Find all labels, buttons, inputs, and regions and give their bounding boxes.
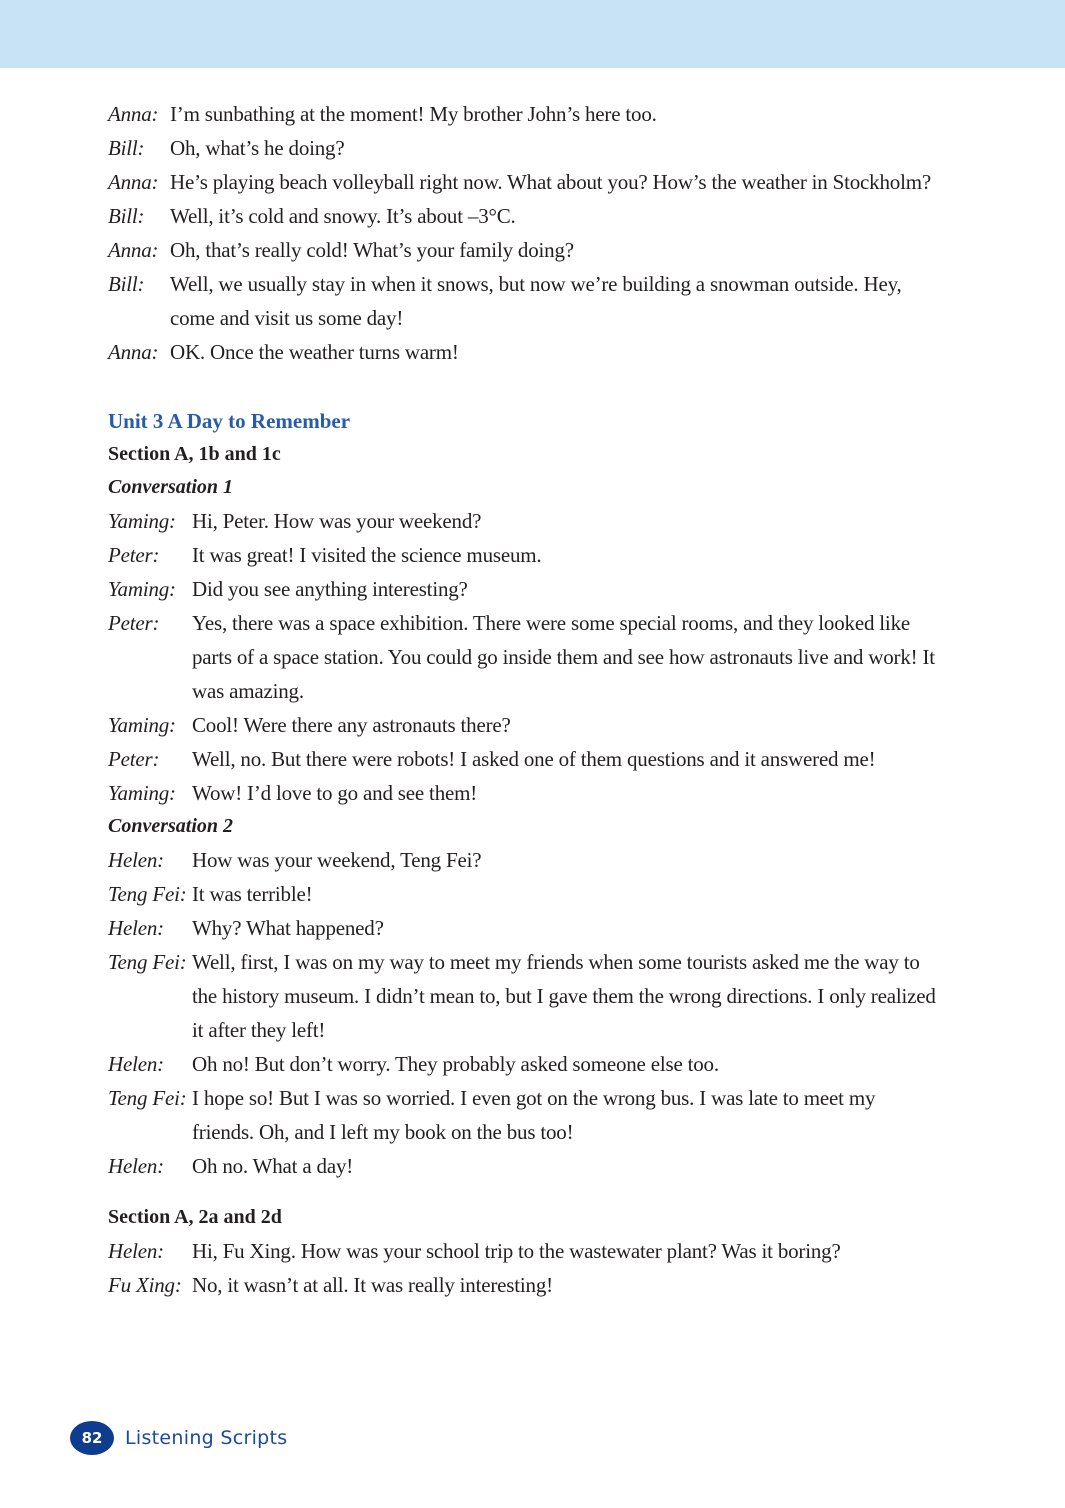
dialogue-text: No, it wasn’t at all. It was really interesting!: [192, 1273, 553, 1297]
dialogue-text: Well, it’s cold and snowy. It’s about –3°C.: [170, 204, 516, 228]
dialogue-line: [108, 165, 938, 199]
speaker-name: Helen:: [108, 1239, 164, 1263]
dialogue-text: It was great! I visited the science museum.: [192, 543, 542, 567]
dialogue-line: [108, 1081, 938, 1149]
dialogue-line: [108, 97, 938, 131]
dialogue-line: [108, 877, 938, 911]
dialogue-text: Well, no. But there were robots! I asked one of them questions and it answered me!: [192, 747, 876, 771]
dialogue-line: [108, 742, 938, 776]
dialogue-line: [108, 776, 938, 810]
dialogue-line: [108, 606, 938, 708]
speaker-name: Bill:: [108, 204, 145, 228]
dialogue-text: Oh, that’s really cold! What’s your family doing?: [170, 238, 574, 262]
dialogue-text: Why? What happened?: [192, 916, 384, 940]
speaker-name: Yaming:: [108, 781, 176, 805]
speaker-name: Helen:: [108, 1154, 164, 1178]
dialogue-line: [108, 911, 938, 945]
section-title: Section A, 1b and 1c: [108, 443, 281, 465]
dialogue-line: [108, 1234, 938, 1268]
dialogue-text: How was your weekend, Teng Fei?: [192, 848, 482, 872]
speaker-name: Helen:: [108, 1052, 164, 1076]
speaker-name: Yaming:: [108, 509, 176, 533]
dialogue-line: [108, 504, 938, 538]
dialogue-text: I hope so! But I was so worried. I even got on the wrong bus. I was late to meet my friends. Oh, and I left my book on the bus too!: [192, 1086, 876, 1144]
dialogue-line: [108, 1268, 938, 1302]
dialogue-line: [108, 708, 938, 742]
dialogue-text: Cool! Were there any astronauts there?: [192, 713, 511, 737]
dialogue-text: Hi, Fu Xing. How was your school trip to the wastewater plant? Was it boring?: [192, 1239, 841, 1263]
unit-title: Unit 3 A Day to Remember: [108, 409, 351, 433]
speaker-name: Anna:: [108, 102, 159, 126]
dialogue-text: Well, first, I was on my way to meet my friends when some tourists asked me the way to the history museum. I didn’t mean to, but I gave them the wrong directions. I only realized it after they left!: [192, 950, 936, 1042]
speaker-name: Helen:: [108, 848, 164, 872]
header-band: [0, 0, 1065, 68]
dialogue-text: Yes, there was a space exhibition. There were some special rooms, and they looked like parts of a space station. You could go inside them and see how astronauts live and work! It was amazing.: [192, 611, 935, 703]
dialogue-text: He’s playing beach volleyball right now. What about you? How’s the weather in Stockholm?: [170, 170, 931, 194]
page-footer: [70, 1421, 287, 1455]
dialogue-line: [108, 199, 938, 233]
speaker-name: Anna:: [108, 170, 159, 194]
dialogue-line: [108, 572, 938, 606]
dialogue-anna-bill: [108, 97, 938, 369]
page-number-badge: 82: [70, 1421, 114, 1455]
footer-label: Listening Scripts: [125, 1427, 288, 1449]
dialogue-line: [108, 233, 938, 267]
speaker-name: Anna:: [108, 340, 159, 364]
dialogue-line: [108, 335, 938, 369]
speaker-name: Yaming:: [108, 713, 176, 737]
page-content: [108, 97, 938, 1302]
speaker-name: Anna:: [108, 238, 159, 262]
section-title: Section A, 2a and 2d: [108, 1206, 282, 1228]
dialogue-text: Oh no! But don’t worry. They probably asked someone else too.: [192, 1052, 719, 1076]
speaker-name: Bill:: [108, 136, 145, 160]
dialogue-text: Hi, Peter. How was your weekend?: [192, 509, 482, 533]
conversation-2: [108, 843, 938, 1183]
dialogue-text: Did you see anything interesting?: [192, 577, 468, 601]
dialogue-line: [108, 945, 938, 1047]
speaker-name: Fu Xing:: [108, 1273, 182, 1297]
dialogue-line: [108, 267, 938, 335]
speaker-name: Teng Fei:: [108, 1086, 187, 1110]
dialogue-text: Oh, what’s he doing?: [170, 136, 345, 160]
speaker-name: Peter:: [108, 747, 160, 771]
dialogue-line: [108, 843, 938, 877]
dialogue-text: Wow! I’d love to go and see them!: [192, 781, 478, 805]
section-2-dialogue: [108, 1234, 938, 1302]
conversation-1: [108, 504, 938, 810]
dialogue-text: I’m sunbathing at the moment! My brother John’s here too.: [170, 102, 657, 126]
speaker-name: Bill:: [108, 272, 145, 296]
dialogue-text: Oh no. What a day!: [192, 1154, 354, 1178]
dialogue-text: It was terrible!: [192, 882, 313, 906]
dialogue-text: OK. Once the weather turns warm!: [170, 340, 459, 364]
dialogue-line: [108, 1047, 938, 1081]
dialogue-line: [108, 131, 938, 165]
speaker-name: Teng Fei:: [108, 882, 187, 906]
speaker-name: Teng Fei:: [108, 950, 187, 974]
dialogue-line: [108, 1149, 938, 1183]
speaker-name: Peter:: [108, 543, 160, 567]
dialogue-text: Well, we usually stay in when it snows, but now we’re building a snowman outside. Hey, come and visit us some day!: [170, 272, 902, 330]
speaker-name: Yaming:: [108, 577, 176, 601]
dialogue-line: [108, 538, 938, 572]
conversation-title: Conversation 1: [108, 476, 234, 498]
speaker-name: Peter:: [108, 611, 160, 635]
conversation-title: Conversation 2: [108, 815, 234, 837]
speaker-name: Helen:: [108, 916, 164, 940]
